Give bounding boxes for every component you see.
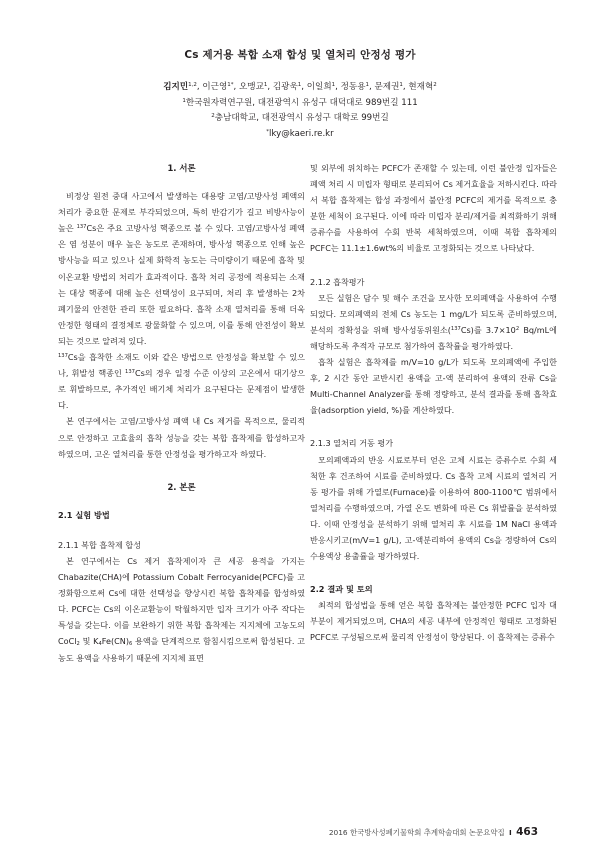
author-sup: 2: [433, 82, 437, 88]
subsubsection-heading-adsorption: 2.1.2 흡착평가: [310, 276, 365, 287]
adsorption-paragraph-1: 모든 실험은 담수 및 해수 조건을 모사한 모의폐액을 사용하여 수행되었다. 모의폐액의 전체 Cs 농도는 1 mg/L가 되도록 준비하였으며, 분석의 정확성을 위해 방사성동위원소($^{137}$Cs)를 $3.7\times 10^2$ Bq/mL에 해당하도록 추적자 규모로 첨가하여 흡착률을 평가하였다.: [310, 292, 557, 351]
results-paragraph: 최적의 합성법을 통해 얻은 복합 흡착제는 불안정한 PCFC 입자 대부분이 제거되었으며, CHA의 세공 내부에 안정적인 형태로 고정화된 PCFC로 구성됨으로써 물리적 안정성이 향상된다. 이 흡착제는 증류수: [310, 600, 557, 643]
author-name: 이근영: [202, 82, 228, 92]
intro-paragraph-1: 비정상 원전 중대 사고에서 발생하는 대용량 고염/고방사성 폐액의 처리가 중요한 문제로 부각되었으며, 특히 반감기가 길고 비방사능이 높은 $^{137}$Cs은 주요 고방사성 핵종으로 볼 수 있다. 고염/고방사성 폐액은 염 성분이 매우 높은 농도로 존재하며, 방사성 핵종으로 인해 높은 방사능을 띄고 있으나 실제 화학적 농도는 극미량이기 때문에 흡착 및 이온교환 방법의 처리가 효과적이다. 흡착 처리 공정에 적용되는 소재는 대상 핵종에 대해 높은 선택성이 요구되며, 처리 후 발생하는 2차 폐기물의 안전한 관리 또한 필요하다. 흡착 소재 열처리를 통해 더욱 안정한 형태의 결정체로 광물화할 수 있으며, 이를 통해 안전성이 확보되는 것으로 알려져 있다.: [58, 191, 305, 346]
author-sup: 1: [297, 82, 302, 88]
author-name: 현재혁: [408, 82, 434, 92]
author-name: 오맹교: [238, 82, 264, 92]
author-name: 김광욱: [272, 82, 298, 92]
author-sup: 1: [331, 82, 336, 88]
author-sup: 1: [263, 82, 268, 88]
subsection-heading-methods: 2.1 실험 방법: [58, 509, 110, 520]
synthesis-paragraph: 본 연구에서는 Cs 제거 흡착제이자 큰 세공 용적을 가지는 Chabazite(CHA)에 Potassium Cobalt Ferrocyanide(PCFC)를 고정화함으로써 Cs에 대한 선택성을 향상시킨 복합 흡착제를 합성하였다. PCFC는 Cs의 이온교환능이 탁월하지만 입자 크기가 아주 작다는 특성을 갖는다. 이를 보완하기 위한 복합 흡착제는 지지체에 고농도의 CoCl$_2$ 및 $K_4Fe(CN)_6$ 용액을 단계적으로 함침시킴으로써 합성된다. 고농도 용액을 사용하기 때문에 지지체 표면: [58, 555, 305, 663]
author-block: [0, 80, 600, 142]
main-author-sup: 1,2: [188, 82, 197, 88]
subsection-heading-results: 2.2 결과 및 토의: [310, 584, 373, 595]
thermal-paragraph: 모의폐액과의 반응 시료로부터 얻은 고체 시료는 증류수로 수회 세척한 후 건조하여 시료를 준비하였다. Cs 흡착 고체 시료의 열처리 거동 평가를 위해 가열로(Furnace)를 이용하여 800-1100℃ 범위에서 열처리를 수행하였으며, 가열 온도 변화에 따른 Cs 휘발률을 분석하였다. 이때 안정성을 분석하기 위해 열처리 후 시료를 1M NaCl 용액과 반응시키고(m/V=1 g/L), 고-액분리하여 용액의 Cs을 정량하여 Cs의 수용액상 용출률을 평가하였다.: [310, 454, 557, 562]
corresponding-email: *lky@kaeri.re.kr: [266, 128, 334, 139]
synthesis-continued-paragraph: 및 외부에 위치하는 PCFC가 존재할 수 있는데, 이런 불안정 입자들은 폐액 처리 시 미립자 형태로 분리되어 Cs 제거효율을 저하시킨다. 따라서 복합 흡착제는 합성 과정에서 불안정 PCFC의 제거를 목적으로 충분한 세척이 요구된다. 이에 따라 미립자 분리/제거를 최적화하기 위해 증류수를 사용하여 수회 반복 세척하였으며, 이때 복합 흡착제의 PCFC는 11.1±1.6wt%의 비율로 고정화되는 것으로 나타났다.: [310, 163, 557, 254]
left-column: [58, 160, 305, 666]
adsorption-paragraph-2: 흡착 실험은 흡착제를 m/V=10 g/L가 되도록 모의폐액에 주입한 후, 2 시간 동안 교반시킨 용액을 고-액 분리하여 용액의 잔류 Cs을 Multi-Channel Analyzer를 통해 정량하고, 분석 결과를 통해 흡착효율(adsorption yield, %)를 계산하였다.: [310, 357, 557, 416]
author-name: 문제권: [374, 82, 400, 92]
right-column: [310, 160, 557, 646]
author-list: 김지민$^{1,2}$, 이근영$^{1*}$, 오맹교$^1$, 김광욱$^1$, 이일희$^1$, 정동용$^1$, 문제권$^1$, 현재혁$^2$: [163, 82, 437, 92]
paper-title: Cs 제거용 복합 소재 합성 및 열처리 안정성 평가: [184, 49, 416, 61]
author-sup: 1: [365, 82, 370, 88]
subsubsection-heading-thermal: 2.1.3 열처리 거동 평가: [310, 438, 394, 449]
page-number: 463: [516, 826, 538, 838]
affiliation-1: $^1$한국원자력연구원, 대전광역시 유성구 대덕대로 989번길 111: [182, 97, 418, 108]
section-heading-intro: 1. 서론: [167, 163, 196, 173]
subsubsection-heading-synthesis: 2.1.1 복합 흡착제 합성: [58, 539, 142, 550]
author-name: 이일희: [306, 82, 332, 92]
intro-paragraph-3: 본 연구에서는 고염/고방사성 폐액 내 Cs 제거를 목적으로, 물리적으로 안정하고 고효율의 흡착 성능을 갖는 복합 흡착제를 합성하고자 하였으며, 고온 열처리를 통한 안정성을 평가하고자 하였다.: [58, 416, 305, 459]
footer-separator: I: [508, 828, 512, 837]
author-sup: 1: [399, 82, 403, 88]
main-author-name: 김지민: [163, 82, 189, 92]
footer-text: 2016 한국방사성폐기물학회 추계학술대회 논문요약집: [328, 828, 505, 837]
author-sup: 1*: [227, 82, 234, 88]
section-heading-body: 2. 본론: [167, 481, 196, 492]
author-name: 정동용: [340, 82, 366, 92]
intro-paragraph-2: $^{137}$Cs을 흡착한 소재도 이와 같은 방법으로 안정성을 확보할 수 있으나, 휘발성 핵종인 $^{137}$Cs의 경우 일정 수준 이상의 고온에서 대기상으로 휘발하므로, 추가적인 배기체 처리가 요구된다는 문제점이 발생한다.: [58, 352, 305, 411]
affiliation-2: $^2$충남대학교, 대전광역시 유성구 대학로 99번길: [211, 113, 389, 123]
page-footer: [329, 826, 538, 838]
